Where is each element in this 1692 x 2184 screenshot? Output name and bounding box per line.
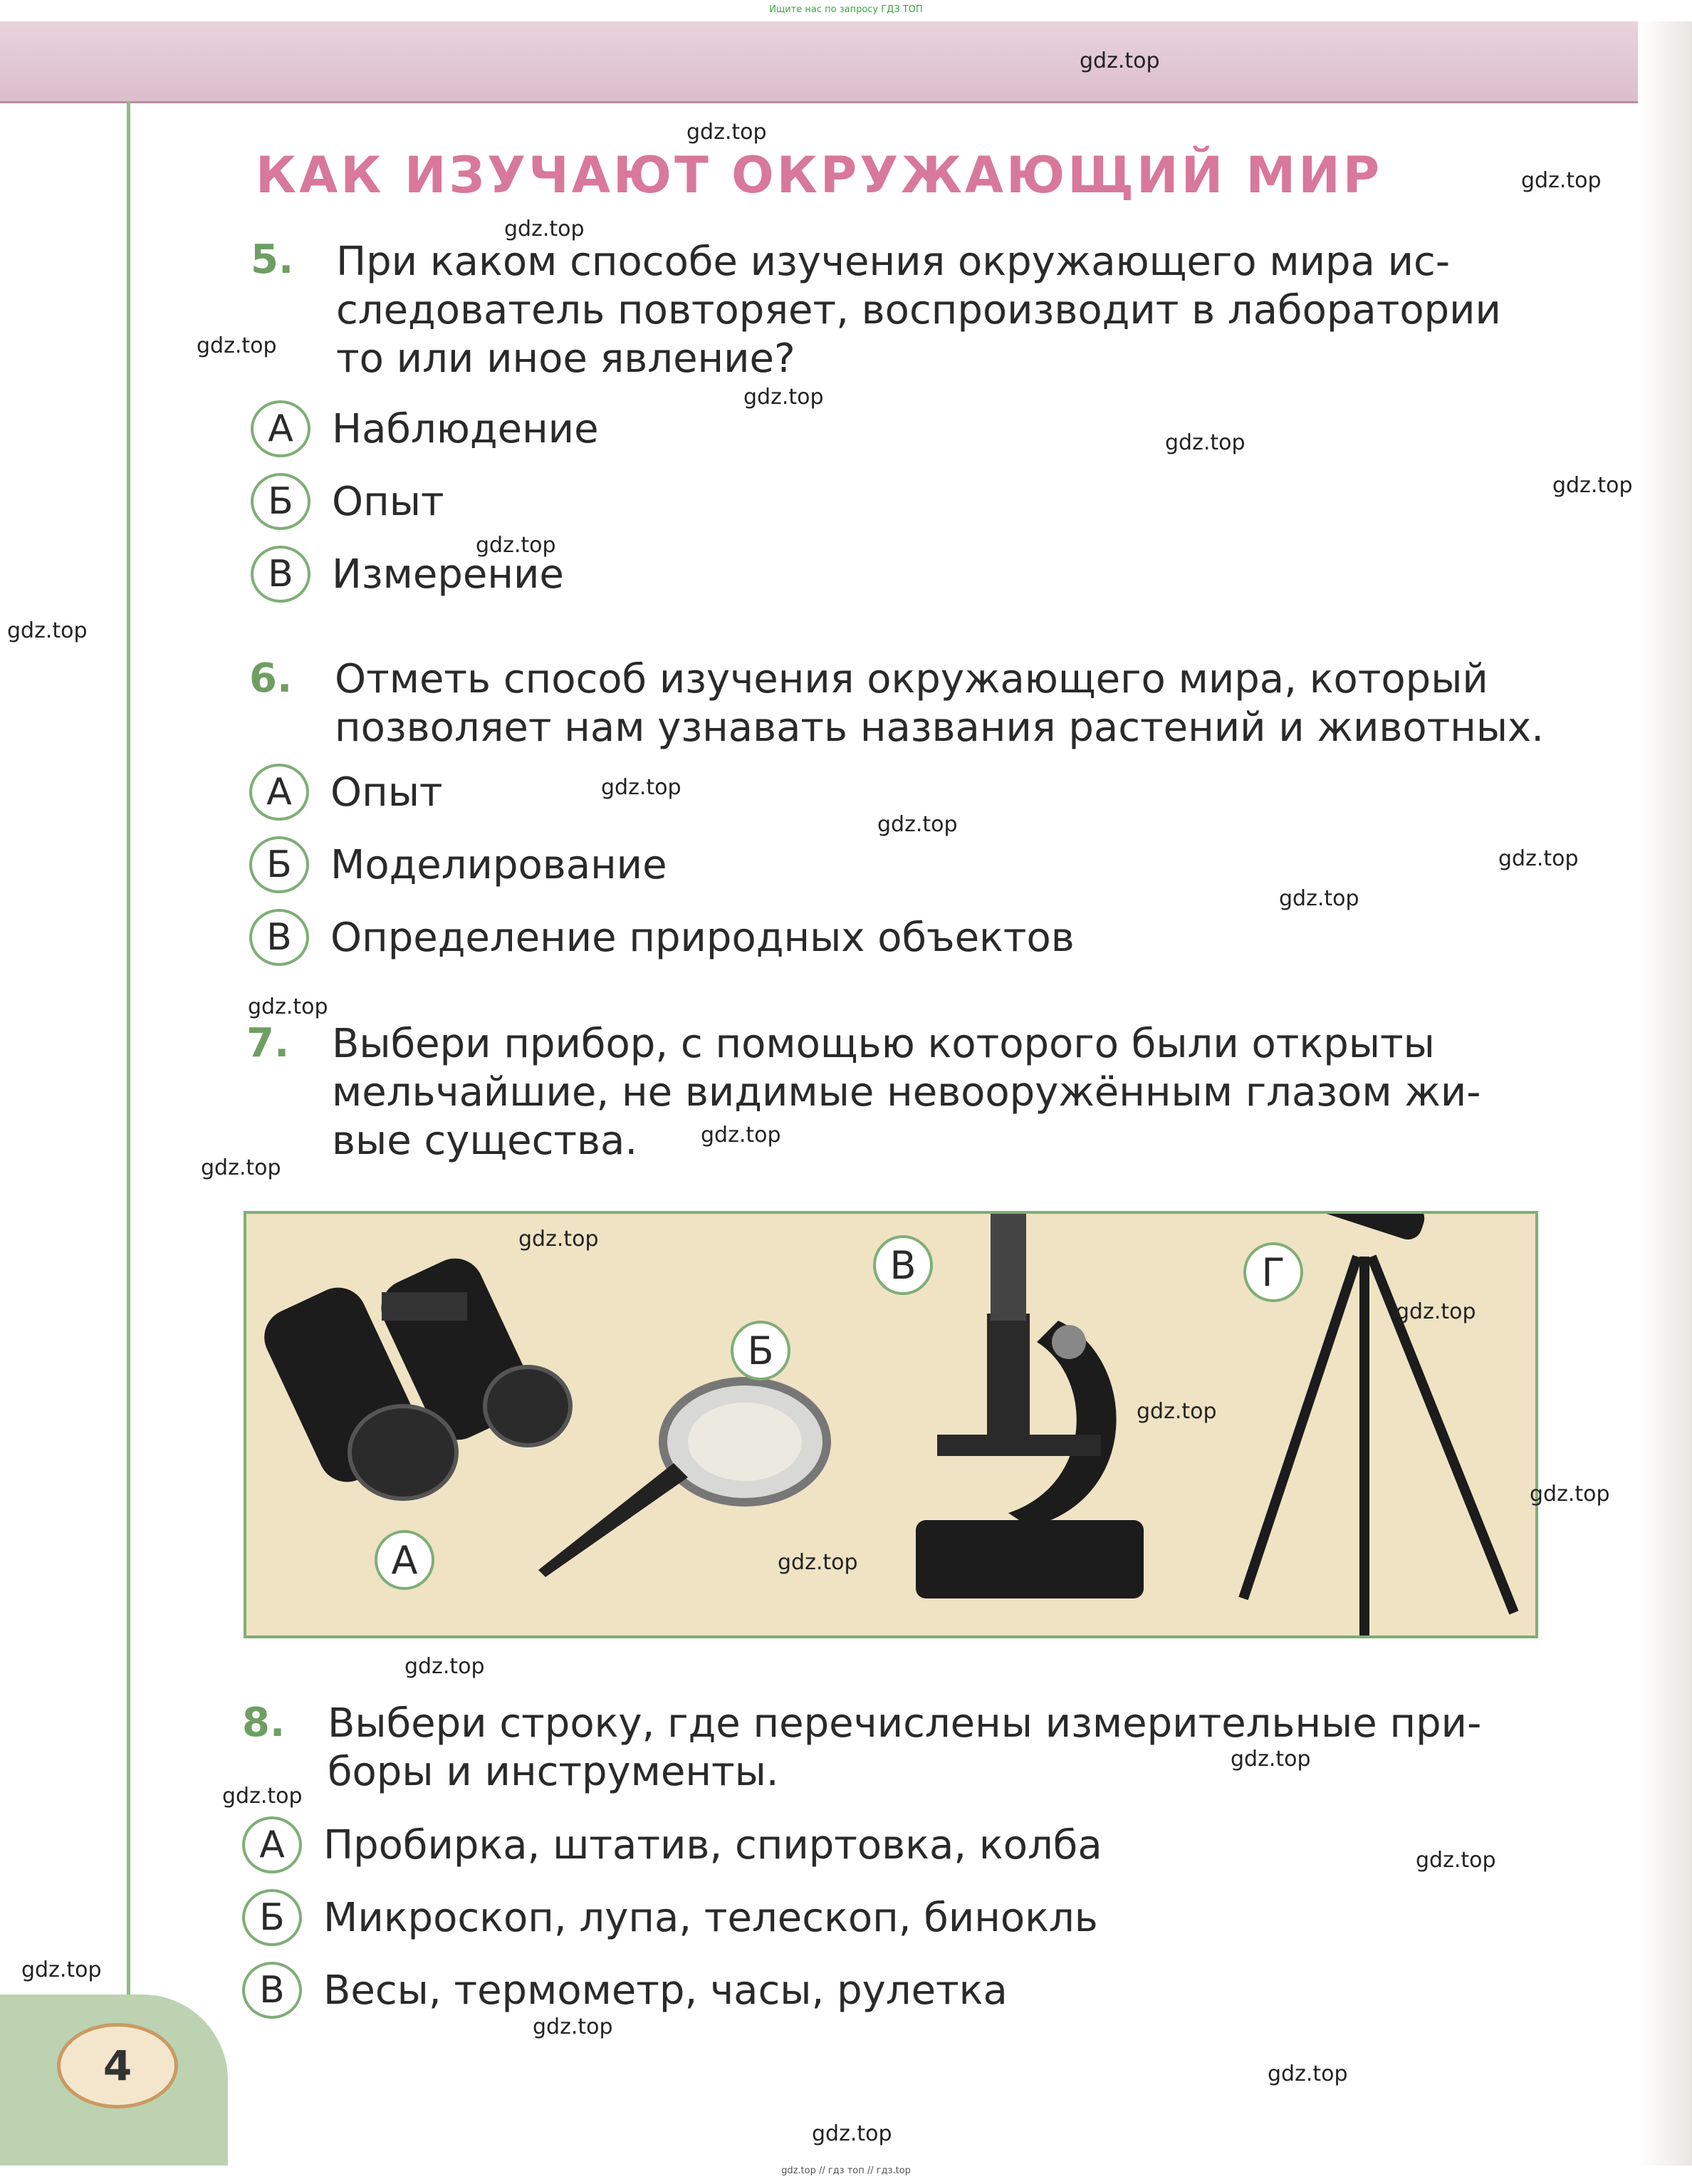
answer-option[interactable] bbox=[251, 400, 599, 457]
option-circle[interactable]: А bbox=[242, 1816, 302, 1873]
option-circle[interactable]: Б bbox=[242, 1889, 302, 1946]
option-circle[interactable]: А bbox=[251, 400, 310, 457]
watermark: gdz.top bbox=[778, 1550, 858, 1575]
question-line: следователь повторяет, воспроизводит в лаборатории bbox=[336, 287, 1501, 333]
question-number: 6. bbox=[249, 655, 293, 702]
watermark: gdz.top bbox=[812, 2121, 892, 2146]
image-label-v: В bbox=[873, 1235, 933, 1295]
option-circle[interactable]: А bbox=[249, 764, 309, 821]
watermark: gdz.top bbox=[1416, 1848, 1496, 1873]
watermark: gdz.top bbox=[476, 533, 556, 558]
option-text: Определение природных объектов bbox=[330, 914, 1075, 961]
watermark: gdz.top bbox=[504, 217, 585, 241]
question-text bbox=[332, 1020, 1542, 1165]
option-text: Весы, термометр, часы, рулетка bbox=[323, 1967, 1008, 2014]
binoculars-icon bbox=[255, 1249, 570, 1499]
watermark: gdz.top bbox=[533, 2014, 613, 2039]
image-label-g: Г bbox=[1243, 1242, 1303, 1302]
option-circle[interactable]: В bbox=[251, 546, 310, 603]
watermark: gdz.top bbox=[21, 1957, 102, 1982]
option-text: Измерение bbox=[332, 551, 564, 598]
watermark: gdz.top bbox=[1165, 430, 1246, 455]
watermark: gdz.top bbox=[7, 618, 88, 643]
question-text bbox=[335, 655, 1545, 752]
watermark: gdz.top bbox=[701, 1123, 781, 1148]
answer-option[interactable] bbox=[242, 1962, 1008, 2019]
watermark: gdz.top bbox=[686, 120, 767, 145]
watermark: gdz.top bbox=[197, 333, 277, 358]
watermark: gdz.top bbox=[222, 1784, 303, 1809]
watermark: gdz.top bbox=[201, 1155, 281, 1180]
answer-option[interactable] bbox=[249, 764, 443, 821]
watermark: gdz.top bbox=[518, 1227, 599, 1252]
watermark: gdz.top bbox=[1080, 48, 1160, 73]
microscope-icon bbox=[916, 1214, 1144, 1598]
magnifier-icon bbox=[538, 1381, 827, 1577]
question-line: Выбери прибор, с помощью которого были открыты bbox=[332, 1021, 1435, 1067]
bottom-caption: gdz.top // гдз топ // гдз.top bbox=[781, 2165, 911, 2176]
option-circle[interactable]: В bbox=[242, 1962, 302, 2019]
answer-option[interactable] bbox=[242, 1889, 1098, 1946]
watermark: gdz.top bbox=[1396, 1299, 1476, 1324]
answer-option[interactable] bbox=[242, 1816, 1102, 1873]
option-circle[interactable]: Б bbox=[251, 473, 310, 530]
question-line: боры и инструменты. bbox=[328, 1749, 779, 1795]
question-line: позволяет нам узнавать названия растений и животных. bbox=[335, 704, 1544, 751]
margin-line bbox=[127, 101, 130, 2010]
watermark: gdz.top bbox=[1231, 1747, 1311, 1772]
watermark: gdz.top bbox=[248, 994, 328, 1019]
watermark: gdz.top bbox=[1137, 1399, 1217, 1424]
instruments-picture bbox=[244, 1211, 1538, 1638]
watermark: gdz.top bbox=[1498, 846, 1579, 871]
option-text: Опыт bbox=[332, 478, 444, 525]
option-circle[interactable]: Б bbox=[249, 836, 309, 893]
question-number: 7. bbox=[246, 1020, 290, 1066]
question-line: При каком способе изучения окружающего мира ис- bbox=[336, 239, 1451, 285]
watermark: gdz.top bbox=[1521, 168, 1602, 193]
question-line: то или иное явление? bbox=[336, 336, 795, 382]
page-fold-shadow bbox=[1638, 21, 1692, 2165]
option-text: Микроскоп, лупа, телескоп, бинокль bbox=[323, 1894, 1098, 1941]
telescope-icon bbox=[1187, 1214, 1514, 1636]
option-text: Опыт bbox=[330, 769, 443, 816]
option-circle[interactable]: В bbox=[249, 909, 309, 966]
question-text bbox=[336, 238, 1547, 383]
header-band bbox=[0, 21, 1692, 103]
question-number: 5. bbox=[251, 236, 294, 283]
question-text bbox=[328, 1700, 1538, 1796]
answer-option[interactable] bbox=[249, 836, 667, 893]
watermark: gdz.top bbox=[404, 1654, 485, 1679]
watermark: gdz.top bbox=[601, 775, 682, 800]
option-text: Пробирка, штатив, спиртовка, колба bbox=[323, 1821, 1102, 1868]
option-text: Моделирование bbox=[330, 841, 667, 888]
top-caption: Ищите нас по запросу ГДЗ ТОП bbox=[769, 4, 923, 15]
watermark: gdz.top bbox=[1279, 886, 1359, 911]
watermark: gdz.top bbox=[1552, 473, 1633, 498]
image-label-a: А bbox=[375, 1530, 434, 1590]
page-number: 4 bbox=[57, 2023, 178, 2108]
question-number: 8. bbox=[242, 1700, 286, 1746]
question-line: Отметь способ изучения окружающего мира, который bbox=[335, 656, 1488, 702]
question-line: вые существа. bbox=[332, 1118, 638, 1164]
watermark: gdz.top bbox=[1530, 1482, 1610, 1507]
question-line: Выбери строку, где перечислены измерительные при- bbox=[328, 1700, 1482, 1747]
image-label-b: Б bbox=[731, 1321, 790, 1380]
option-text: Наблюдение bbox=[332, 405, 599, 452]
question-line: мельчайшие, не видимые невооружённым глазом жи- bbox=[332, 1069, 1481, 1116]
watermark: gdz.top bbox=[743, 385, 824, 410]
answer-option[interactable] bbox=[249, 909, 1075, 966]
page-title: КАК ИЗУЧАЮТ ОКРУЖАЮЩИЙ МИР bbox=[255, 146, 1383, 204]
answer-option[interactable] bbox=[251, 473, 444, 530]
watermark: gdz.top bbox=[877, 812, 958, 837]
watermark: gdz.top bbox=[1268, 2061, 1348, 2086]
